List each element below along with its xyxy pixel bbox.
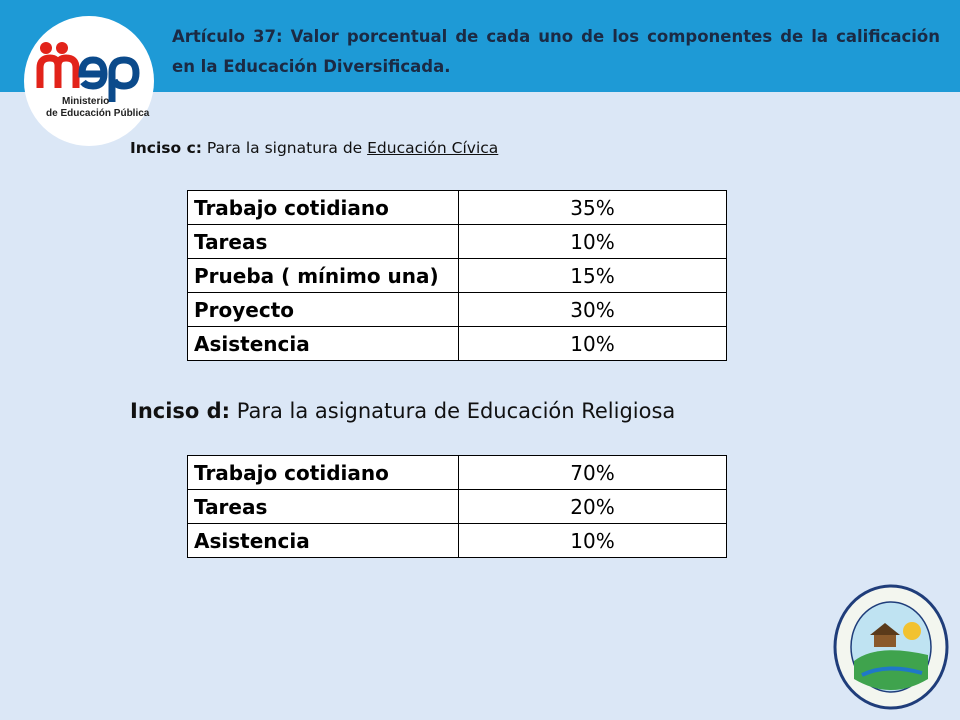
component-cell: Prueba ( mínimo una) — [188, 259, 459, 293]
inciso-c-label: Inciso c: — [130, 139, 202, 157]
table-row — [188, 191, 727, 225]
inciso-d-heading — [130, 399, 675, 423]
inciso-c-subject: Educación Cívica — [367, 139, 499, 157]
inciso-c-text: Para la signatura de — [201, 139, 368, 157]
table-row — [188, 490, 727, 524]
table-row — [188, 225, 727, 259]
table-row — [188, 524, 727, 558]
mep-logo-mark — [24, 16, 154, 146]
component-cell: Asistencia — [188, 524, 459, 558]
percent-cell: 15% — [459, 259, 727, 293]
table-row — [188, 456, 727, 490]
table-educacion-civica — [187, 190, 727, 361]
logo-line-1: Ministerio — [62, 96, 110, 107]
page-title: Artículo 37: Valor porcentual de cada uno de los componentes de la calificación en la Educación Diversificada. — [172, 27, 940, 76]
inciso-d-label: Inciso d: — [130, 399, 231, 423]
percent-cell: 10% — [459, 524, 727, 558]
table-row — [188, 259, 727, 293]
logo-line-2: de Educación Pública — [46, 108, 150, 119]
inciso-d-text: Para la asignatura de Educación Religiosa — [230, 399, 676, 423]
table-educacion-religiosa — [187, 455, 727, 558]
component-cell: Trabajo cotidiano — [188, 191, 459, 225]
percent-cell: 30% — [459, 293, 727, 327]
component-cell: Tareas — [188, 225, 459, 259]
percent-cell: 35% — [459, 191, 727, 225]
inciso-c-heading — [130, 139, 498, 157]
regional-seal — [832, 583, 950, 711]
percent-cell: 10% — [459, 225, 727, 259]
percent-cell: 70% — [459, 456, 727, 490]
component-cell: Tareas — [188, 490, 459, 524]
component-cell: Proyecto — [188, 293, 459, 327]
percent-cell: 10% — [459, 327, 727, 361]
component-cell: Asistencia — [188, 327, 459, 361]
percent-cell: 20% — [459, 490, 727, 524]
table-row — [188, 293, 727, 327]
mep-logo — [24, 16, 154, 146]
table-row — [188, 327, 727, 361]
component-cell: Trabajo cotidiano — [188, 456, 459, 490]
